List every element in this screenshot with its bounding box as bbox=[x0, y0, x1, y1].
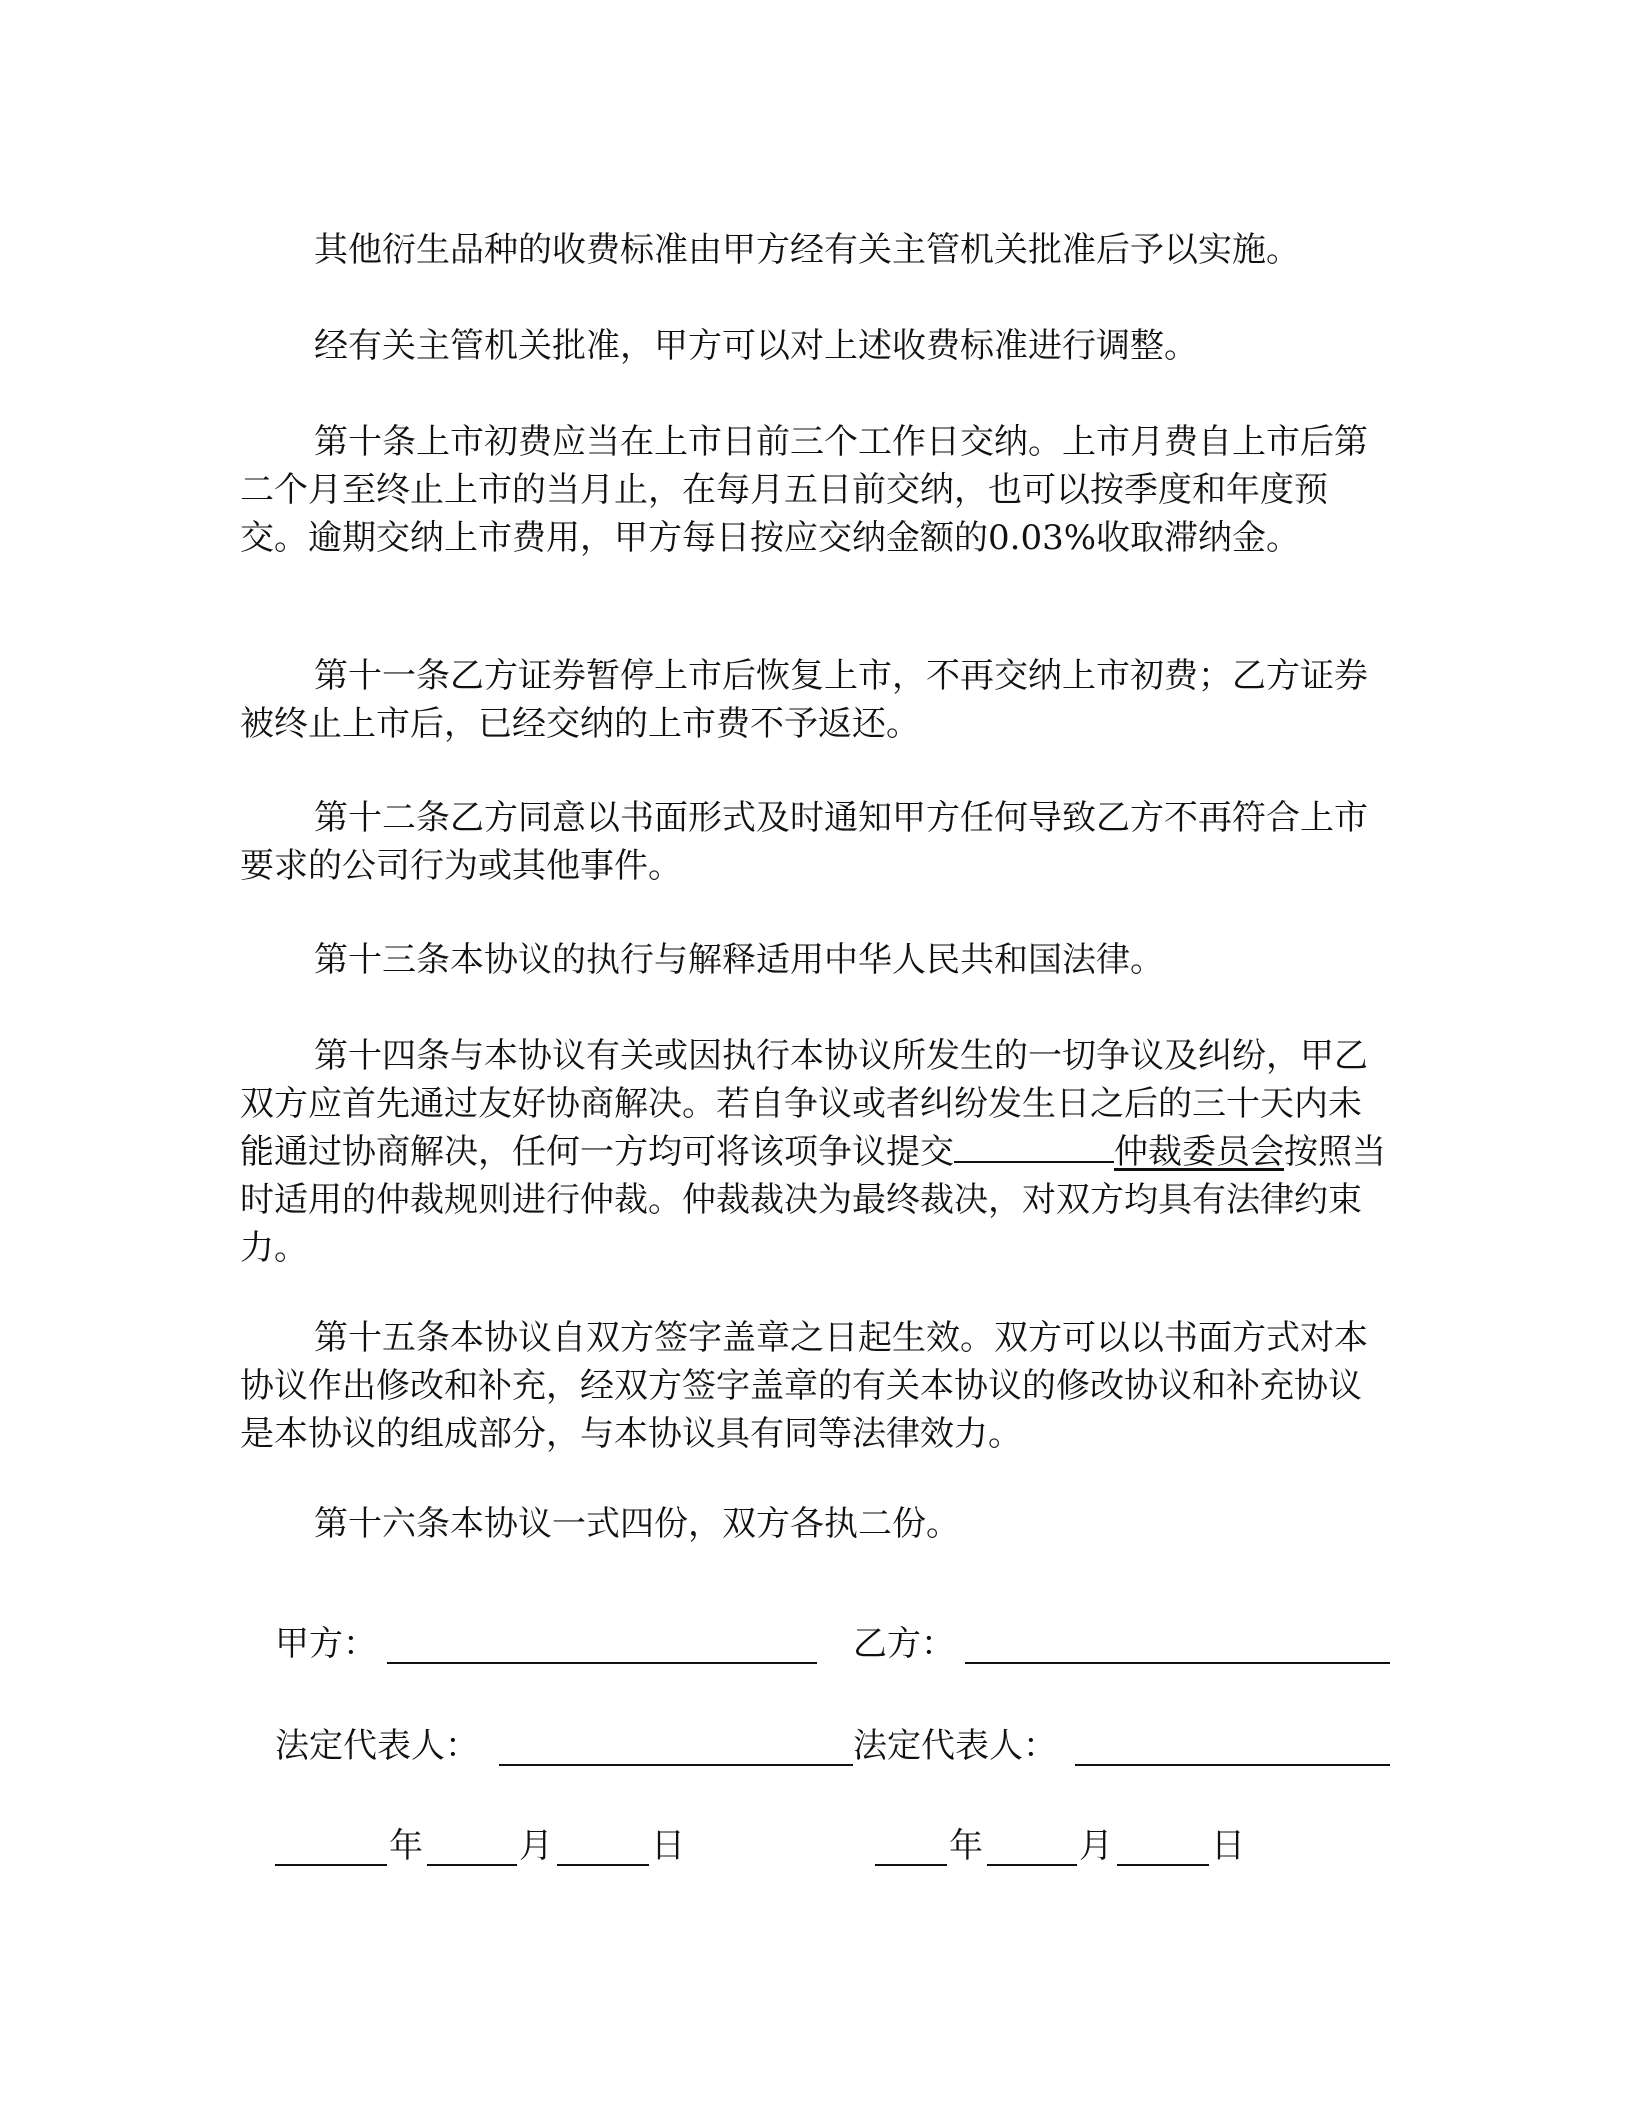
arbitration-committee: 仲裁委员会 bbox=[1114, 1132, 1284, 1172]
arbitration-blank bbox=[954, 1131, 1114, 1163]
date-b-month-line bbox=[987, 1864, 1077, 1866]
paragraph-article-10: 第十条上市初费应当在上市日前三个工作日交纳。上市月费自上市后第二个月至终止上市的当月止，在每月五日前交纳，也可以按季度和年度预交。逾期交纳上市费用，甲方每日按应交纳金额的0.03%收取滞纳金。 bbox=[240, 422, 1368, 558]
signature-parties-row bbox=[275, 1620, 1390, 1668]
signature-date-row bbox=[275, 1822, 1390, 1870]
paragraph-article-14 bbox=[240, 1032, 1390, 1272]
legal-rep-b-signature-line bbox=[1075, 1764, 1390, 1766]
paragraph-fee-adjustment: 经有关主管机关批准，甲方可以对上述收费标准进行调整。 bbox=[314, 326, 1198, 366]
party-b-label: 乙方： bbox=[853, 1624, 955, 1664]
signature-legal-rep-row bbox=[275, 1722, 1390, 1770]
paragraph-article-13: 第十三条本协议的执行与解释适用中华人民共和国法律。 bbox=[314, 940, 1164, 980]
paragraph-article-16: 第十六条本协议一式四份，双方各执二份。 bbox=[314, 1504, 960, 1544]
party-b-signature-line bbox=[965, 1662, 1390, 1664]
paragraph-derivatives-fees: 其他衍生品种的收费标准由甲方经有关主管机关批准后予以实施。 bbox=[314, 230, 1300, 270]
article-14-text-after: 按照当时适用的仲裁规则进行仲裁。仲裁裁决为最终裁决，对双方均具有法律约束力。 bbox=[240, 1132, 1386, 1268]
date-a-year-label: 年 bbox=[389, 1826, 423, 1866]
date-b-month-label: 月 bbox=[1079, 1826, 1113, 1866]
date-b-year-label: 年 bbox=[949, 1826, 983, 1866]
party-a-label: 甲方： bbox=[275, 1624, 377, 1664]
date-a-year-line bbox=[275, 1864, 387, 1866]
legal-rep-b-label: 法定代表人： bbox=[853, 1726, 1057, 1766]
party-a-signature-line bbox=[387, 1662, 817, 1664]
paragraph-article-15: 第十五条本协议自双方签字盖章之日起生效。双方可以以书面方式对本协议作出修改和补充，经双方签字盖章的有关本协议的修改协议和补充协议是本协议的组成部分，与本协议具有同等法律效力。 bbox=[240, 1318, 1368, 1454]
date-a-month-line bbox=[427, 1864, 517, 1866]
date-a-day-label: 日 bbox=[651, 1826, 685, 1866]
date-b-year-line bbox=[875, 1864, 947, 1866]
date-b-day-label: 日 bbox=[1211, 1826, 1245, 1866]
legal-rep-a-signature-line bbox=[499, 1764, 853, 1766]
article-14-text-before: 第十四条与本协议有关或因执行本协议所发生的一切争议及纠纷，甲乙双方应首先通过友好协商解决。若自争议或者纠纷发生日之后的三十天内未能通过协商解决，任何一方均可将该项争议提交 bbox=[240, 1036, 1368, 1172]
paragraph-article-12: 第十二条乙方同意以书面形式及时通知甲方任何导致乙方不再符合上市要求的公司行为或其他事件。 bbox=[240, 798, 1368, 886]
paragraph-article-11: 第十一条乙方证券暂停上市后恢复上市，不再交纳上市初费；乙方证券被终止上市后，已经交纳的上市费不予返还。 bbox=[240, 656, 1368, 744]
date-a-day-line bbox=[557, 1864, 649, 1866]
date-a-month-label: 月 bbox=[519, 1826, 553, 1866]
legal-rep-a-label: 法定代表人： bbox=[275, 1726, 479, 1766]
date-b-day-line bbox=[1117, 1864, 1209, 1866]
